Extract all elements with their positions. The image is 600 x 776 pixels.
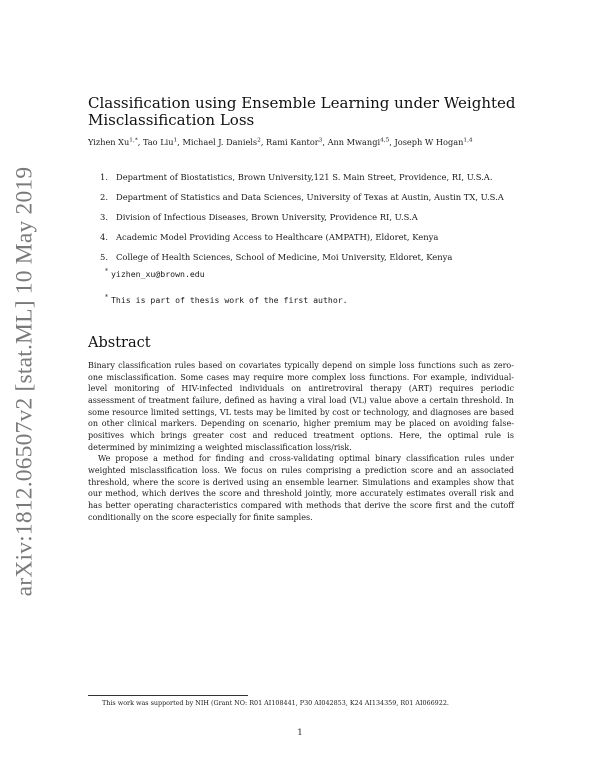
author: Yizhen $Xu^{1,*}$ bbox=[88, 137, 138, 147]
affiliation: 1. Department of Biostatistics, Brown University,121 S. Main Street, Providence, RI, U.S.A. bbox=[100, 172, 493, 182]
author: Joseph W Hogan$^{1,4}$ bbox=[394, 137, 473, 147]
arxiv-stamp bbox=[2, 166, 48, 596]
page-number: 1 bbox=[297, 728, 303, 738]
affiliation: 3. Division of Infectious Diseases, Brown University, Providence RI, U.S.A bbox=[100, 212, 418, 222]
author: Michael J. Daniels$^2$ bbox=[182, 137, 261, 147]
footnote-rule bbox=[88, 695, 248, 696]
affiliation: 4. Academic Model Providing Access to Healthcare (AMPATH), Eldoret, Kenya bbox=[100, 232, 439, 242]
affiliation: 2. Department of Statistics and Data Sciences, University of Texas at Austin, Austin TX, U.S.A bbox=[100, 192, 504, 202]
thesis-note: * This is part of thesis work of the first author. bbox=[105, 294, 348, 305]
author: Rami Kantor$^3$ bbox=[266, 137, 323, 147]
affiliation-list bbox=[100, 171, 504, 271]
author: Ann Mwangi$^{4,5}$ bbox=[327, 137, 390, 147]
affiliation: 5. College of Health Sciences, School of Medicine, Moi University, Eldoret, Kenya bbox=[100, 252, 453, 262]
corresponding-email: * yizhen_xu@brown.edu bbox=[105, 268, 205, 279]
abstract-paragraph: We propose a method for finding and cross-validating optimal binary classification rules under weighted misclassification loss. We focus on rules comprising a prediction score and an associated threshold, where the score is derived using an ensemble learner. Simulations and examples show that our method, which derives the score and threshold jointly, more accurately estimates overall risk and has better operating characteristics compared with methods that derive the score first and the cutoff conditionally on the score especially for finite samples. bbox=[88, 454, 514, 522]
abstract-body bbox=[88, 360, 514, 523]
author-list: Yizhen $Xu^{1,*}$, Tao Liu$^1$, Michael J. Daniels$^2$, Rami Kantor$^3$, Ann Mwangi$^{4,5}$, Joseph W Hogan$^{1,4}$ bbox=[88, 137, 473, 147]
author: Tao Liu$^1$ bbox=[142, 137, 178, 147]
abstract-heading: Abstract bbox=[88, 335, 151, 351]
paper-title: Classification using Ensemble Learning under Weighted Misclassification Loss bbox=[88, 94, 516, 129]
funding-footnote: This work was supported by NIH (Grant NO: R01 AI108441, P30 AI042853, K24 AI134359, R01 AI066922. bbox=[102, 699, 449, 707]
abstract-paragraph: Binary classification rules based on covariates typically depend on simple loss functions such as zero-one misclassification. Some cases may require more complex loss functions. For example, individual-level monitoring of HIV-infected individuals on antiretroviral therapy (ART) requires periodic assessment of treatment failure, defined as having a viral load (VL) value above a certain threshold. In some resource limited settings, VL tests may be limited by cost or technology, and diagnoses are based on other clinical markers. Depending on scenario, higher premium may be placed on avoiding false-positives which brings greater cost and reduced treatment options. Here, the optimal rule is determined by minimizing a weighted misclassification loss/risk. bbox=[88, 361, 514, 452]
arxiv-stamp-text: arXiv:1812.06507v2 [stat.ML] 10 May 2019 bbox=[11, 166, 38, 596]
